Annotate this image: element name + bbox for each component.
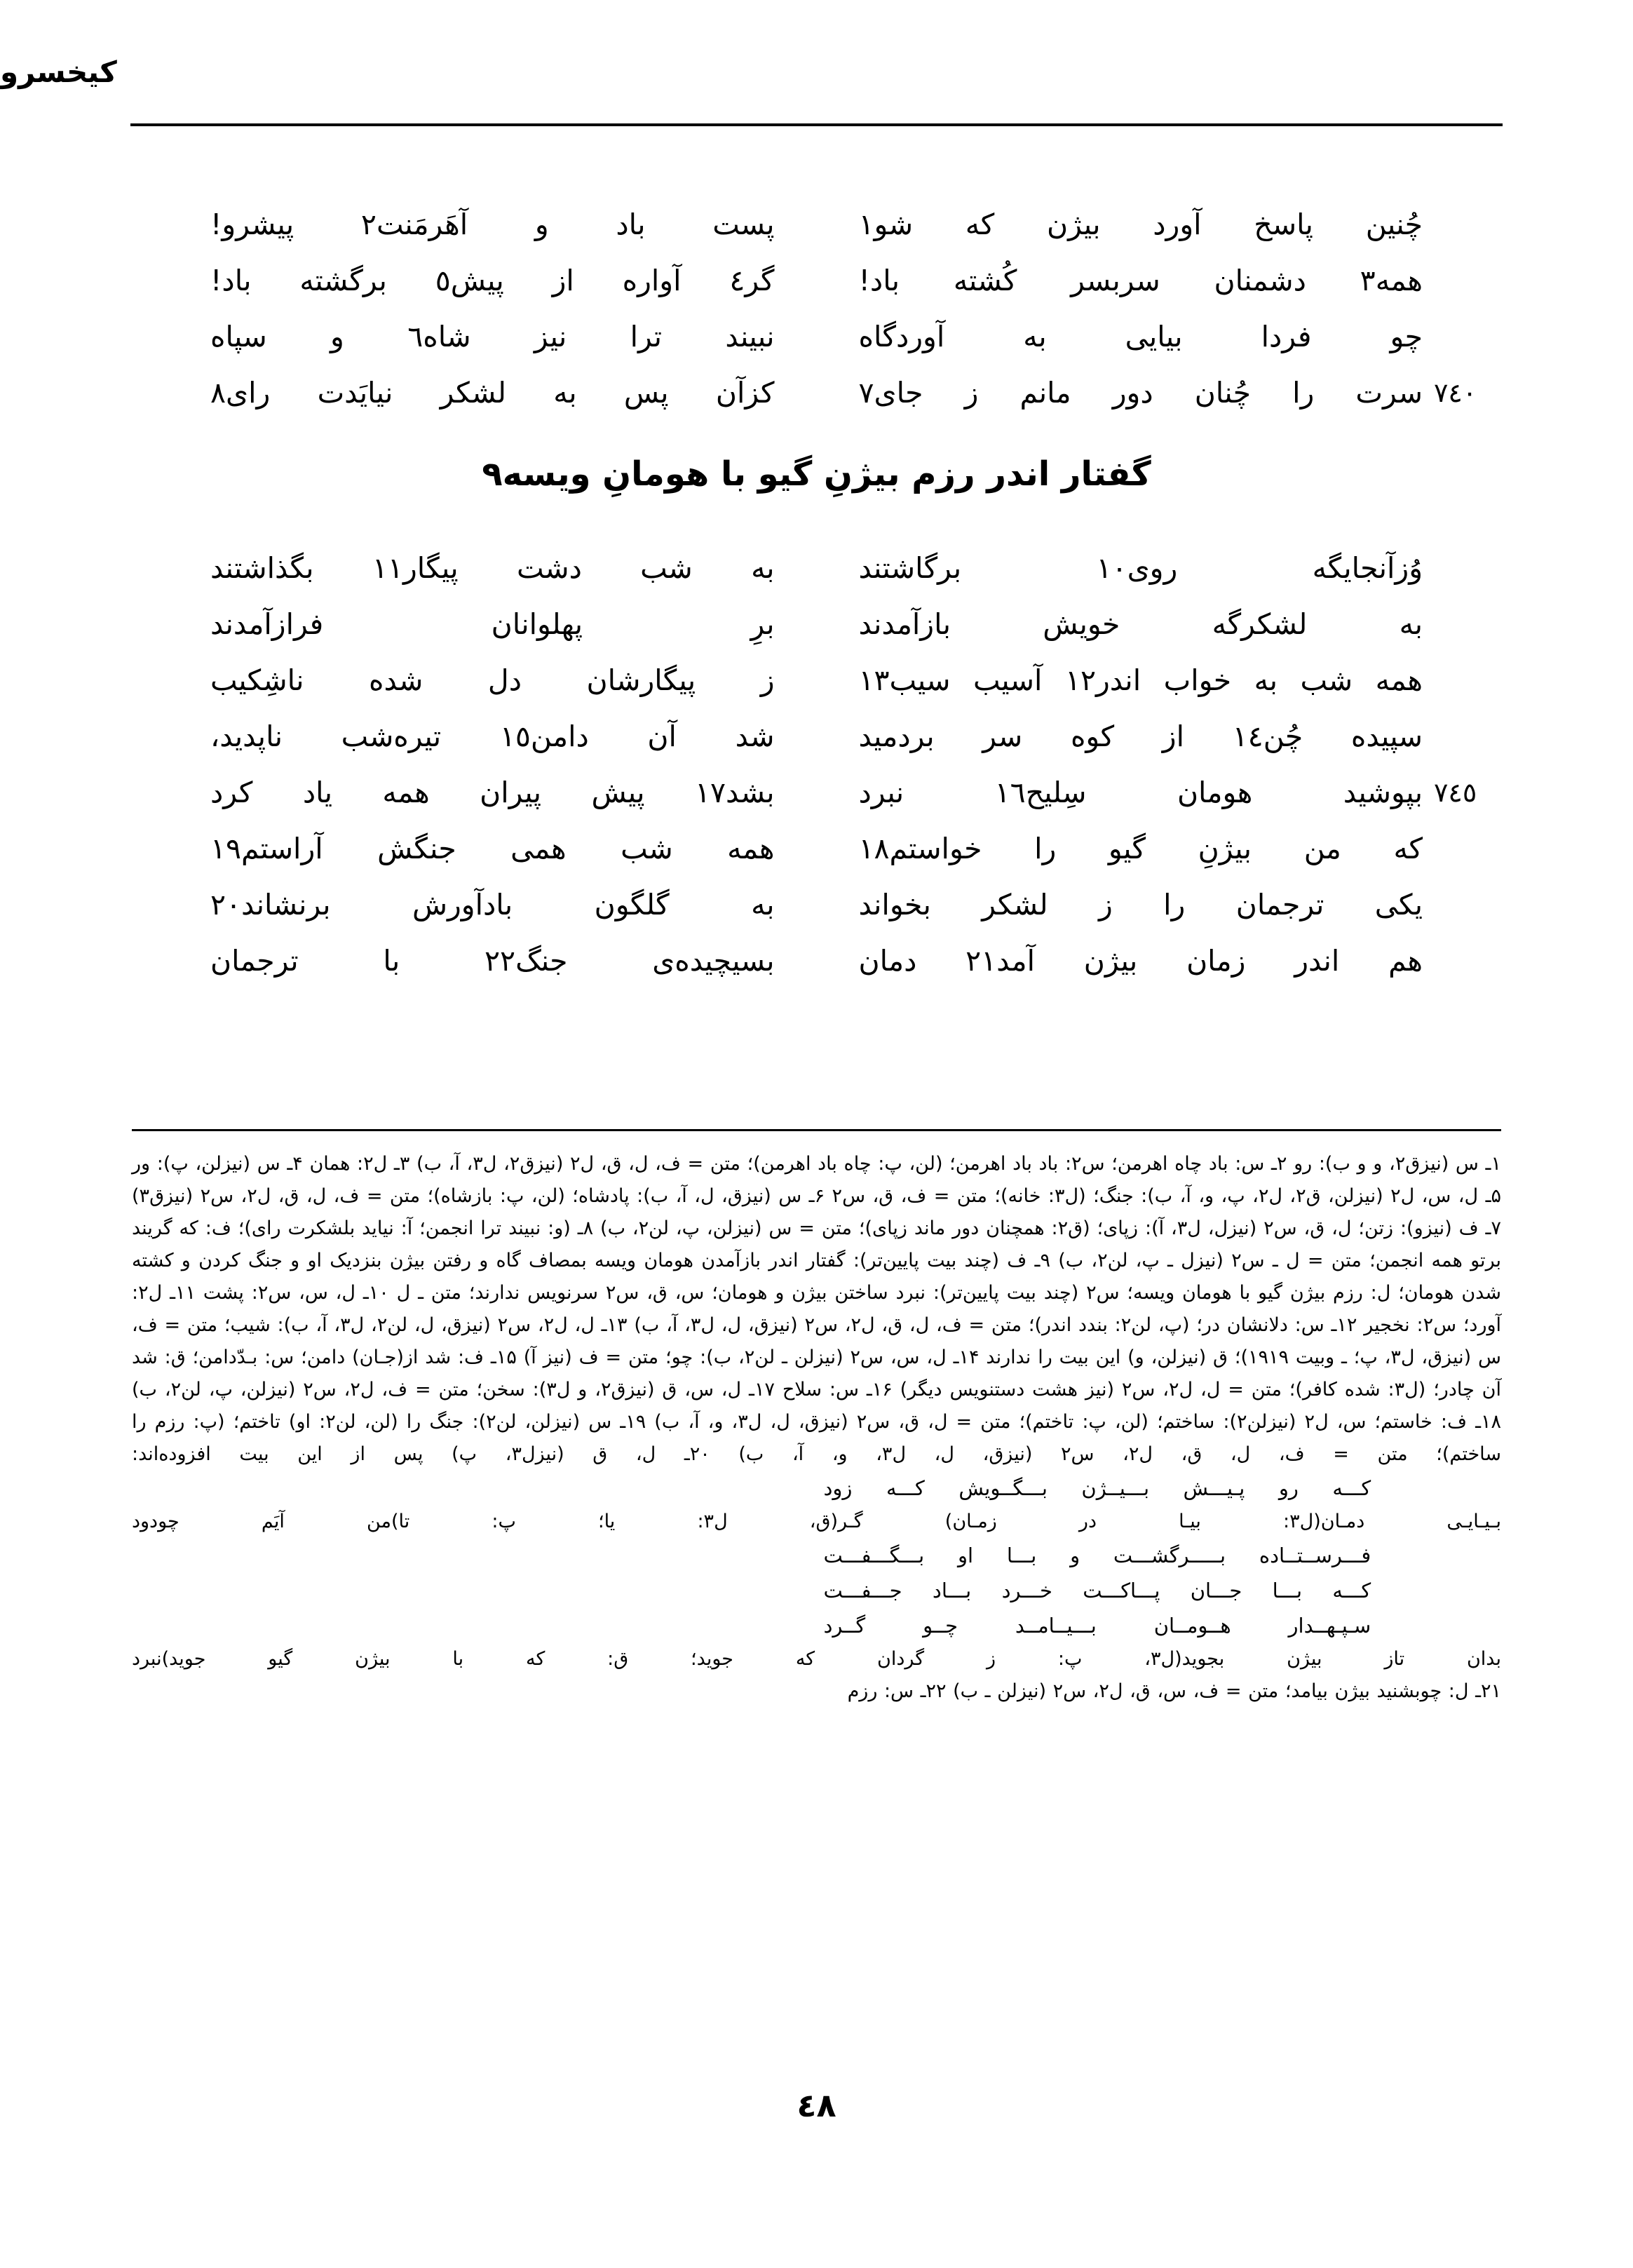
footnotes-apparatus [132, 1129, 1501, 1708]
fn-hemistich-left [255, 1573, 817, 1608]
couplet [210, 764, 1477, 821]
hemistich-left: کزآن پس به لشکر نیایَدت رای٨ [210, 376, 775, 410]
couplet [210, 309, 1423, 365]
couplet [210, 252, 1423, 309]
footnote-inset-verse [255, 1538, 1378, 1573]
hemistich-left: به گلگون بادآورش برنشاند٢٠ [210, 888, 775, 922]
hemistich-right: سرت را چُنان دور مانم ز جای٧ [858, 376, 1423, 410]
footnote-inset-variant: بـیـایـی دمـان(ل٣: بیـا در زمـان) گـر(ق، ل٣: یا؛ پ: تا)من آیَم چودود [132, 1511, 1501, 1532]
hemistich-left: به شب دشت پیگار١١ بگذاشتند [210, 551, 775, 585]
couplet [210, 596, 1423, 652]
couplet [210, 877, 1423, 933]
hemistich-left: بشد١٧ پیش پیران همه یاد کرد [210, 776, 775, 809]
hemistich-left: شد آن دامن١٥ تیره‌شب ناپدید، [210, 720, 775, 753]
couplet [210, 821, 1423, 877]
running-head [0, 55, 1507, 89]
fn-hemistich-left [255, 1471, 817, 1506]
header-divider [130, 123, 1503, 126]
couplet [210, 652, 1423, 708]
running-head-title: کیخسرو [0, 55, 117, 89]
footnote-inset-tail: بدان تاز بیژن بجوید(ل٣، پ: ز گردان که جوید؛ ق: که با بیژن گیو جوید)نبرد [132, 1648, 1501, 1670]
couplet [210, 540, 1423, 596]
hemistich-right: هم اندر زمان بیژن آمد٢١ دمان [858, 944, 1423, 978]
hemistich-left: همه شب همی جنگش آراستم١٩ [210, 832, 775, 865]
hemistich-left: پست باد و آهَرمَنت٢ پیشرو! [210, 208, 775, 241]
hemistich-right: سپیده چُن١٤ از کوه سر بردمید [858, 720, 1423, 753]
hemistich-right: چُنین پاسخ آورد بیژن که شو١ [858, 208, 1423, 241]
verse-line-number: ٧٤٥ [1434, 777, 1477, 808]
hemistich-right: که من بیژنِ گیو را خواستم١٨ [858, 832, 1423, 865]
couplet [210, 933, 1423, 989]
footnote-inset-verse [255, 1573, 1378, 1608]
hemistich-left: گر٤ آواره از پیش٥ برگشته باد! [210, 264, 775, 297]
fn-hemistich-right: کـــه بـــا جـــان پـــاکـــت خـــرد بـــاد جـــفـــت [823, 1579, 1371, 1602]
fn-hemistich-left [255, 1538, 817, 1573]
hemistich-right: به لشکرگه خویش بازآمدند [858, 607, 1423, 641]
fn-hemistich-right: کـــه رو پـیـــش بـــیــژن بـــگــویش کـــه زود [823, 1476, 1371, 1500]
section-heading: گفتار اندر رزم بیژنِ گیو با هومانِ ویسه٩ [482, 454, 1151, 494]
verse-block-second [210, 540, 1477, 989]
hemistich-left: بسیچیده‌ی جنگ٢٢ با ترجمان [210, 944, 775, 978]
footnote-paragraph: ۱ـ س (نیزق٢، و و ب): رو ۲ـ س: باد چاه اهرمن؛ س٢: باد باد اهرمن؛ (لن، پ: چاه باد اهرمن)؛ متن = ف، ل، ق، ل٢ (نیزق٢، ل٣، آ، ب) ۳ـ ل٢: همان ۴ـ س (نیزلن، پ): ور ۵ـ ل، س، ل٢ (نیزلن، ق٢، ل٢، پ، و، آ، ب): جنگ؛ (ل٣: خانه)؛ متن = ف، ق، س٢ ۶ـ س (نیزق، ل، آ، ب): پادشاه؛ (لن، پ: بازشاه)؛ متن = ف، ل، ق، ل٢، س٢ (نیزق٣) ۷ـ ف (نیزو): زتن؛ ل، ق، س٢ (نیزل، ل٣، آ): زپای؛ (ق٢: همچنان دور ماند زپای)؛ متن = س (نیزلن، پ، لن٢، ب) ۸ـ (و: نبیند ترا انجمن؛ آ: نیاید بلشکرت رای)؛ ف: که گریند برتو همه انجمن؛ متن = ل ـ س٢ (نیزل ـ پ، لن٢، ب) ۹ـ ف (چند بیت پایین‌تر): گفتار اندر بازآمدن هومان ویسه بمصاف گاه و رفتن بیژن بنزدیک او و جنگ کردن و کشته شدن هومان؛ ل: رزم بیژن گیو با هومان ویسه؛ س٢ (چند بیت پایین‌تر): نبرد ساختن بیژن و هومان؛ س، ق، س٢ سرنویس ندارند؛ متن ـ ل ۱۰ـ ل، س، س٢: پشت ۱۱ـ ل٢: آورد؛ س٢: نخجیر ۱۲ـ س: دلانشان در؛ (پ، لن٢: بندد اندر)؛ متن = ف، ل، ق، ل٢، س٢ (نیزق، ل، ل٣، آ، ب) ۱۳ـ ل، ل٢، س٢ (نیزق، ل، لن٢، ل٣، آ، ب): شیب؛ متن = ف، س (نیزق، ل٣، پ؛ ـ وبیت ۱۹۱۹)؛ ق (نیزلن، و) این بیت را ندارند ۱۴ـ ل، س، س٢ (نیزلن ـ لن٢، ب): چو؛ متن = ف (نیز آ) ۱۵ـ ف: شد از(جـان) دامن؛ س: بـدّدامن؛ ق: شد آن چادر؛ (ل٣: شده کافر)؛ متن = ل، ل٢، س٢ (نیز هشت دستنویس دیگر) ۱۶ـ س: سلاح ۱۷ـ ل، س، ق (نیزق٢، و ل٣): سخن؛ متن = ف، ل٢، س٢ (نیزلن، پ، لن٢، ب) ۱۸ـ ف: خاستم؛ س، ل٢ (نیزلن٢): ساختم؛ (لن، پ: تاختم)؛ متن = ل، ق، س٢ (نیزق، ل، ل٣، و، آ، ب) ۱۹ـ س (نیزلن، لن٢): جنگ را (لن، لن٢: او) تاختم؛ (پ: رزم را ساختم)؛ متن = ف، ل، ق، ل٢، س٢ (نیزق، ل، ل٣، و، آ، ب) ۲۰ـ ل، ق (نیزل٣، پ) پس از این بیت افزوده‌اند: [132, 1153, 1502, 1465]
footnote-inset-verse [255, 1471, 1378, 1506]
hemistich-left: نبیند ترا نیز شاه٦ و سپاه [210, 320, 775, 353]
couplet [210, 365, 1477, 421]
couplet [210, 708, 1423, 764]
hemistich-right: وُزآنجایگه روی١٠ برگاشتند [858, 551, 1423, 585]
couplet [210, 196, 1423, 252]
hemistich-right: چو فردا بیایی به آوردگاه [858, 320, 1423, 353]
verse-line-number: ٧٤٠ [1434, 377, 1477, 408]
hemistich-right: همه شب به خواب اندر١٢ آسیب سیب١٣ [858, 663, 1423, 697]
hemistich-left: ز پیگارشان دل شده ناشِکیب [210, 663, 775, 697]
verse-block-first [210, 196, 1477, 421]
footnote-inset-verse [255, 1608, 1378, 1643]
hemistich-right: همه٣ دشمنان سربسر کُشته باد! [858, 264, 1423, 297]
footnote-divider [132, 1129, 1501, 1131]
page-number: ٤٨ [797, 2086, 836, 2124]
hemistich-right: یکی ترجمان را ز لشکر بخواند [858, 888, 1423, 922]
hemistich-left: برِ پهلوانان فرازآمدند [210, 607, 775, 641]
hemistich-right: بپوشید هومان سِلیح١٦ نبرد [858, 776, 1423, 809]
fn-hemistich-left [255, 1608, 817, 1643]
footnote-closing-paragraph: ۲۱ـ ل: چوبشنید بیژن بیامد؛ متن = ف، س، ق، ل٢، س٢ (نیزلن ـ ب) ۲۲ـ س: رزم [847, 1680, 1501, 1702]
fn-hemistich-right: سـپـهــدار هــومــان بـــیــامــد چــو گــرد [823, 1614, 1371, 1638]
fn-hemistich-right: فـــرســتــاده بـــــرگشـــت و بـــا او بـــگـــفـــت [823, 1544, 1371, 1567]
